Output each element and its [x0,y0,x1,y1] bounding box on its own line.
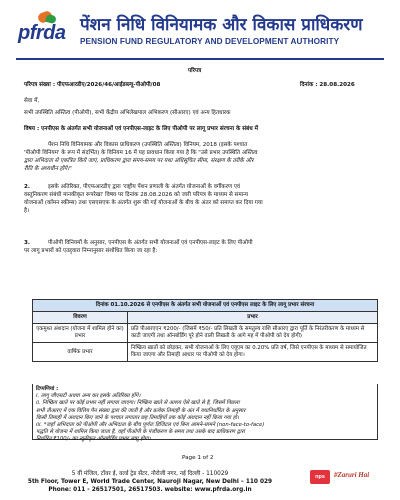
address-hindi: 5 वीं मंजिल, टॉवर ई, वर्ल्ड ट्रेड सेंटर, नौरोजी नगर, नई दिल्ली - 110029 [71,471,229,477]
para3-line: पर लागू प्रभारों को एतद्द्वारा निम्नानुसार संशोधित किया जा रहा है: [24,248,158,254]
table-cell-label: वार्षिक प्रभार [33,343,128,362]
para3-number: 3. [24,240,31,246]
para2-line: योजनाओं (कॉमन स्कीम्स) तथा एसएसएफ के अंतर्गत शुरू की गई योजनाओं के बीच के अंतर को समाप्त कर दिया गया [24,200,263,206]
table-row [33,343,378,362]
para1-line: 'पीओपी विनियम' के रूप में संदर्भित) के विनियम 16 में यह प्रावधान किया गया है कि "उसे प्रभार उपस्थिति अस्तित्व [24,150,258,156]
para2-number: 2. [24,184,31,190]
salutation: सेवा में, [24,98,40,104]
table-header-charges: प्रभार [128,312,378,324]
nps-logo: nps [310,470,330,484]
subject-line: विषय : एनपीएस के अंतर्गत सभी योजनाओं एवं एनपीएस-लाइट के लिए पीओपी पर लागू प्रभार संरचना के संबंध में [24,126,258,132]
circular-number: परिपत्र संख्या : पीएफआरडीए/2026/46/आईडब्ल्यू-पीओपी/08 [24,82,161,88]
org-name-english: PENSION FUND REGULATORY AND DEVELOPMENT AUTHORITY [80,37,340,46]
address-english: 5th Floor, Tower E, World Trade Center, Nauroji Nagar, New Delhi – 110 029 [27,479,273,485]
note-line: निर्धारित ₹100/- का न्यूनीकृत ऑनबोर्डिंग प्रभार लागू होगा। [36,436,151,443]
note-line: iii. *जहाँ अभिदाता को पीओपी और अभिदाता के बीच पूर्णतः डिजिटल एवं बिना आमने-सामने (non-face-to-face) [36,422,265,429]
table-notes [32,384,378,443]
table-cell-value: निष्क्रिय खातों को छोड़कर, सभी योजनाओं के लिए एयूएम का 0.20% प्रति वर्ष, जिसे एनपीएस के माध्यम से समायोजित किया जाएगा और तिमाही आधार पर पीओपी को देय होगा। [128,343,378,362]
circular-date: दिनांक : 28.08.2026 [300,82,355,88]
letterhead [16,10,386,52]
table-row [33,324,378,343]
page-number: Page 1 of 2 [182,455,214,461]
para3-line: पीओपी विनियमों के अनुसार, एनपीएस के अंतर्गत सभी योजनाओं एवं एनपीएस-लाइट के लिए पीओपी [48,240,253,246]
note-line: सभी तीआरए में एक वित्तिय पैन संख्या द्वारा की जाती है और प्रत्येक तिमाही के अंत में यथानिर्धारित के अनुसार [36,407,246,414]
doc-type: परिपत्र [188,68,202,74]
pfrda-logo [16,10,76,52]
table-title: दिनांक 01.10.2026 से एनपीएस के अंतर्गत सभी योजनाओं एवं एनपीएस लाइट के लिए लागू प्रभार संरचना [33,300,378,312]
table-cell-value: प्रति पीआरएएन ₹200/- (जिसमें ₹50/- प्रति लिखती के समतुल्य राशि सीआरए द्वारा पूर्ति के निरंतरीकरण के माध्यम से काटी जाएगी तथा ऑनबोर्डिंग पूरे होने वाली लिखती के आगे मह में पीओपी को देय होगी) [128,324,378,343]
note-line: ii. निष्क्रिय खाते पर कोई प्रभार नहीं लगाया जाएगा। निष्क्रिय खाते से आशय ऐसे खाते से है, जिसमें पिछला [36,400,240,407]
para1-line: रीति के अध्यधीन होंगे।" [24,166,72,172]
para1-line: द्वारा अभिदाता से एकत्रित किये जाएं, प्राधिकरण द्वारा समय-समय पर यथा अधिसूचित सीमा, संरक्षण के तरीके और [24,158,254,164]
para2-line: है। [24,208,30,214]
footer-address [0,470,300,494]
org-name-hindi: पेंशन निधि विनियामक और विकास प्राधिकरण [80,15,363,35]
recipients: सभी उपस्थिति अस्तित्व (पीओपी), सभी केंद्रीय अभिलेखपाल अभिकरण (सीआरए) एवं अन्य हितधारक [24,110,231,116]
charges-table [32,299,378,362]
notes-heading: टिप्पणियां : [36,386,59,392]
table-cell-label: एकमुश्त अंशदान (योजना में शामिल होने का) प्रभार [33,324,128,343]
contact-info: Phone: 011 - 26517501, 26517503. website: www.pfrda.org.in [48,487,252,493]
para1-line: पेंशन निधि विनियामक और विकास प्राधिकरण (उपस्थिति अस्तित्व) विनियम, 2018 (इसके पश्चात [48,142,248,148]
logo-wordmark: pfrda [18,22,66,44]
note-line: i. लागू जीएसटी अथवा अन्य कर इसके अतिरिक्त होंगे। [36,393,141,400]
note-line: पद्धति से योजना में शामिल किया जाता है, वहाँ पीओपी के पंजीकरण के समय तथा उसके बाद प्राधिकरण द्वारा [36,429,245,436]
note-line: किसी तिमाही में अंशदान किए जाने के पश्चात लगातार छह तिमाहियों तक कोई अंशदान नहीं किया गया हो। [36,414,239,421]
para2-line: वस्तुनिकरण संबंधी मानकीकृत रूपरेखा' विषय पर दिनांक 28.08.2026 को जारी परिपत्र के माध्यम से समान्य [24,192,249,198]
table-header-description: विवरण [33,312,128,324]
zaruri-hai-logo: #Zaruri Hai [334,471,370,479]
header-divider [16,58,384,60]
para2-line: इसके अतिरिक्त, पीएफआरडीए द्वारा 'राष्ट्रीय पेंशन प्रणाली के अंतर्गत योजनाओं के वर्गीकरण एवं [48,184,241,190]
